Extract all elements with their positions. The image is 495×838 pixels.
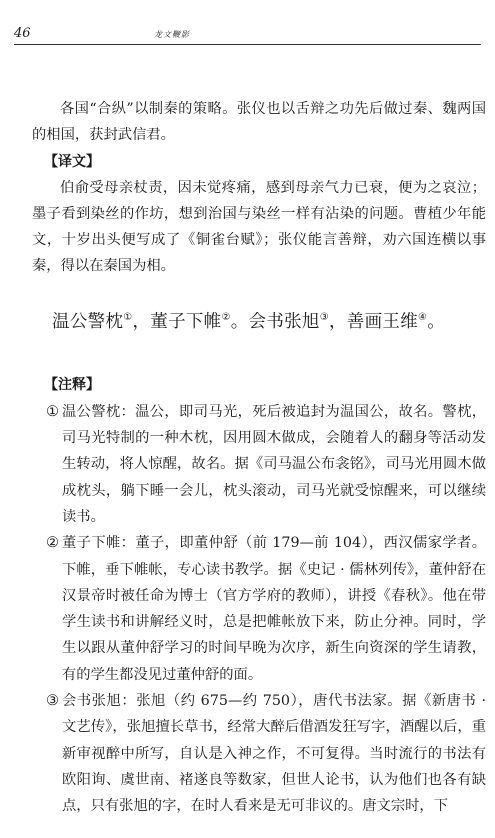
translation-heading: 【译文】 bbox=[44, 153, 100, 170]
page-number: 46 bbox=[14, 26, 31, 41]
intro-paragraph: 各国“合纵”以制秦的策略。张仪也以舌辩之功先后做过秦、魏两国的相国，获封武信君。 bbox=[32, 101, 486, 144]
translation-paragraph: 伯俞受母亲杖责，因未觉疼痛，感到母亲气力已衰，便为之哀泣；墨子看到染丝的作坊，想到治国与染丝一样有沾染的问题。曹植少年能文，十岁出头便写成了《铜雀台赋》；张仪能言善辩，劝六国连横以事秦，得以在秦国为相。 bbox=[32, 179, 486, 275]
footnote-marker: ④ bbox=[418, 311, 428, 323]
verse-phrase: ，善画王维 bbox=[329, 311, 418, 332]
verse-phrase: 温公警枕 bbox=[52, 311, 124, 332]
note-text: 会书张旭：张旭（约 675—约 750），唐代书法家。据《新唐书 · 文艺传》，张旭擅长草书，经常大醉后借酒发狂写字，酒醒以后，重新审视醉中所写，自认是入神之作，不可复得。当时流行的书法有欧阳询、虞世南、褚遂良等数家，但世人论书，认为他们也各有缺点，只有张旭的字，在时人看来是无可非议的。唐文宗时，下 bbox=[62, 693, 486, 815]
page-content bbox=[32, 96, 486, 820]
notes-heading: 【注释】 bbox=[44, 376, 100, 393]
verse-line bbox=[52, 305, 486, 339]
note-number: ③ bbox=[46, 693, 59, 710]
note-text: 温公警枕：温公，即司马光，死后被追封为温国公，故名。警枕，司马光特制的一种木枕，因用圆木做成，会随着人的翻身等活动发生转动，将人惊醒，故名。据《司马温公布衾铭》，司马光用圆木做成枕头，躺下睡一会儿，枕头滚动，司马光就受惊醒来，可以继续读书。 bbox=[62, 403, 486, 525]
footnote-marker: ① bbox=[123, 311, 133, 323]
note-item bbox=[32, 530, 486, 688]
note-item bbox=[32, 688, 486, 819]
verse-phrase: ，董子下帷 bbox=[132, 311, 222, 332]
note-number: ② bbox=[46, 535, 59, 552]
verse-phrase: 。会书张旭 bbox=[230, 311, 320, 332]
notes-list bbox=[32, 399, 486, 820]
note-number: ① bbox=[46, 403, 59, 420]
footnote-marker: ② bbox=[221, 311, 231, 323]
footnote-marker: ③ bbox=[319, 311, 329, 323]
running-title: 龙文鞭影 bbox=[154, 30, 190, 39]
note-item bbox=[32, 399, 486, 530]
verse-phrase: 。 bbox=[427, 311, 446, 332]
note-text: 董子下帷：董子，即董仲舒（前 179—前 104），西汉儒家学者。下帷，垂下帷帐，专心读书教学。据《史记 · 儒林列传》，董仲舒在汉景帝时被任命为博士（官方学府的教师），讲授《春秋》。他在带学生读书和讲解经义时，总是把帷帐放下来，防止分神。同时，学生以跟从董仲舒学习的时间早晚为次序，新生向资深的学生请教，有的学生都没见过董仲舒的面。 bbox=[62, 535, 486, 683]
page-header bbox=[14, 20, 481, 45]
